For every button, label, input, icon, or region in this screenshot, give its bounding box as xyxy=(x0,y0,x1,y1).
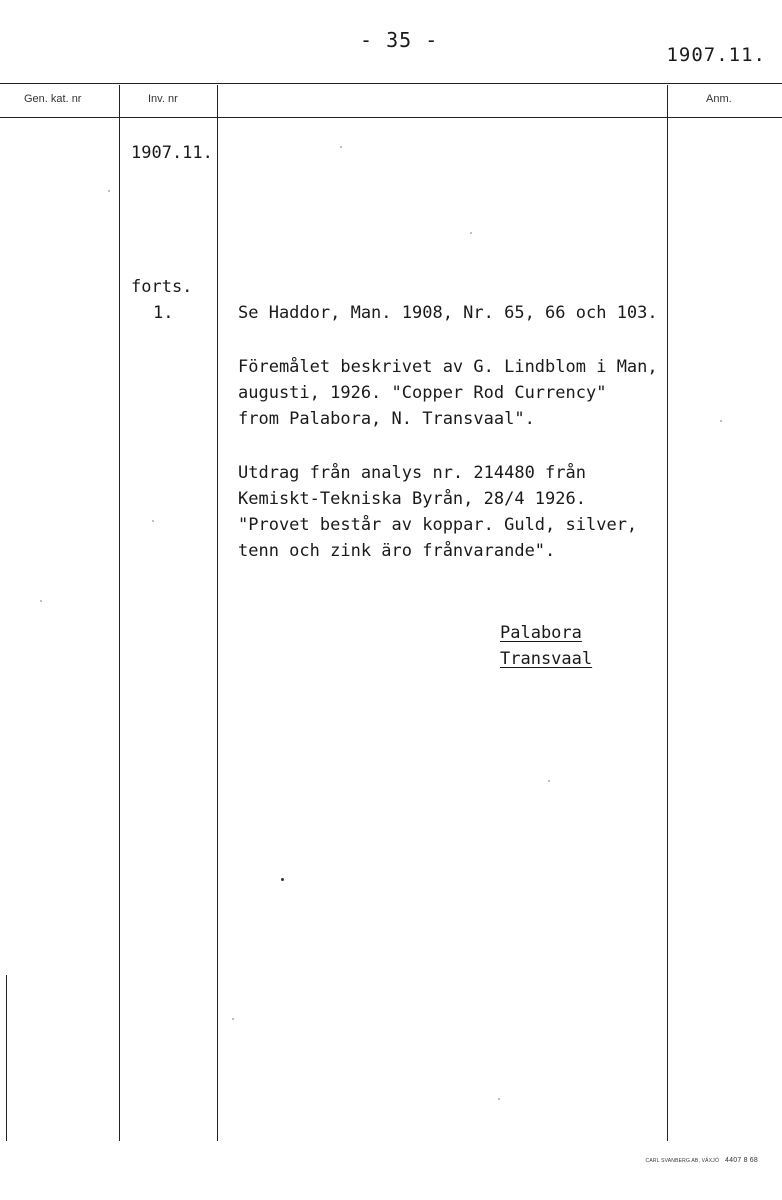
table-top-rule xyxy=(0,83,782,84)
speck xyxy=(281,878,284,881)
column-header-inv-nr: Inv. nr xyxy=(148,93,178,105)
inventory-id: 1907.11. xyxy=(131,143,213,163)
speck xyxy=(470,232,472,234)
location-palabora: Palabora xyxy=(500,623,582,643)
column-divider-3 xyxy=(667,85,668,1141)
analysis-line-3: "Provet består av koppar. Guld, silver, xyxy=(238,515,638,535)
description-line-1: Föremålet beskrivet av G. Lindblom i Man, xyxy=(238,357,658,377)
column-divider-2 xyxy=(217,85,218,1141)
speck xyxy=(232,1018,234,1020)
speck xyxy=(498,1098,500,1100)
item-number: 1. xyxy=(153,303,174,323)
speck xyxy=(720,420,722,422)
description-line-2: augusti, 1926. "Copper Rod Currency" xyxy=(238,383,607,403)
analysis-line-4: tenn och zink äro frånvarande". xyxy=(238,541,556,561)
catalog-number-header: 1907.11. xyxy=(666,44,766,66)
description-line-3: from Palabora, N. Transvaal". xyxy=(238,409,535,429)
analysis-line-1: Utdrag från analys nr. 214480 från xyxy=(238,463,586,483)
speck xyxy=(152,520,154,522)
page-number: - 35 - xyxy=(360,28,439,52)
printer-footer xyxy=(646,1157,758,1164)
table-header-rule xyxy=(0,117,782,118)
column-divider-1 xyxy=(119,85,120,1141)
form-code: 4407 8 68 xyxy=(725,1157,758,1164)
location-transvaal: Transvaal xyxy=(500,649,593,669)
column-header-gen-kat-nr: Gen. kat. nr xyxy=(24,93,82,105)
analysis-line-2: Kemiskt-Tekniska Byrån, 28/4 1926. xyxy=(238,489,586,509)
speck xyxy=(40,600,42,602)
speck xyxy=(548,780,550,782)
continued-label: forts. xyxy=(131,277,193,297)
column-header-anm: Anm. xyxy=(706,93,732,105)
left-margin-mark xyxy=(6,975,7,1141)
printer-name: CARL SVANBERG AB, VÄXJÖ xyxy=(645,1158,720,1164)
speck xyxy=(340,146,342,148)
reference-line: Se Haddor, Man. 1908, Nr. 65, 66 och 103. xyxy=(238,303,658,323)
speck xyxy=(108,190,110,192)
